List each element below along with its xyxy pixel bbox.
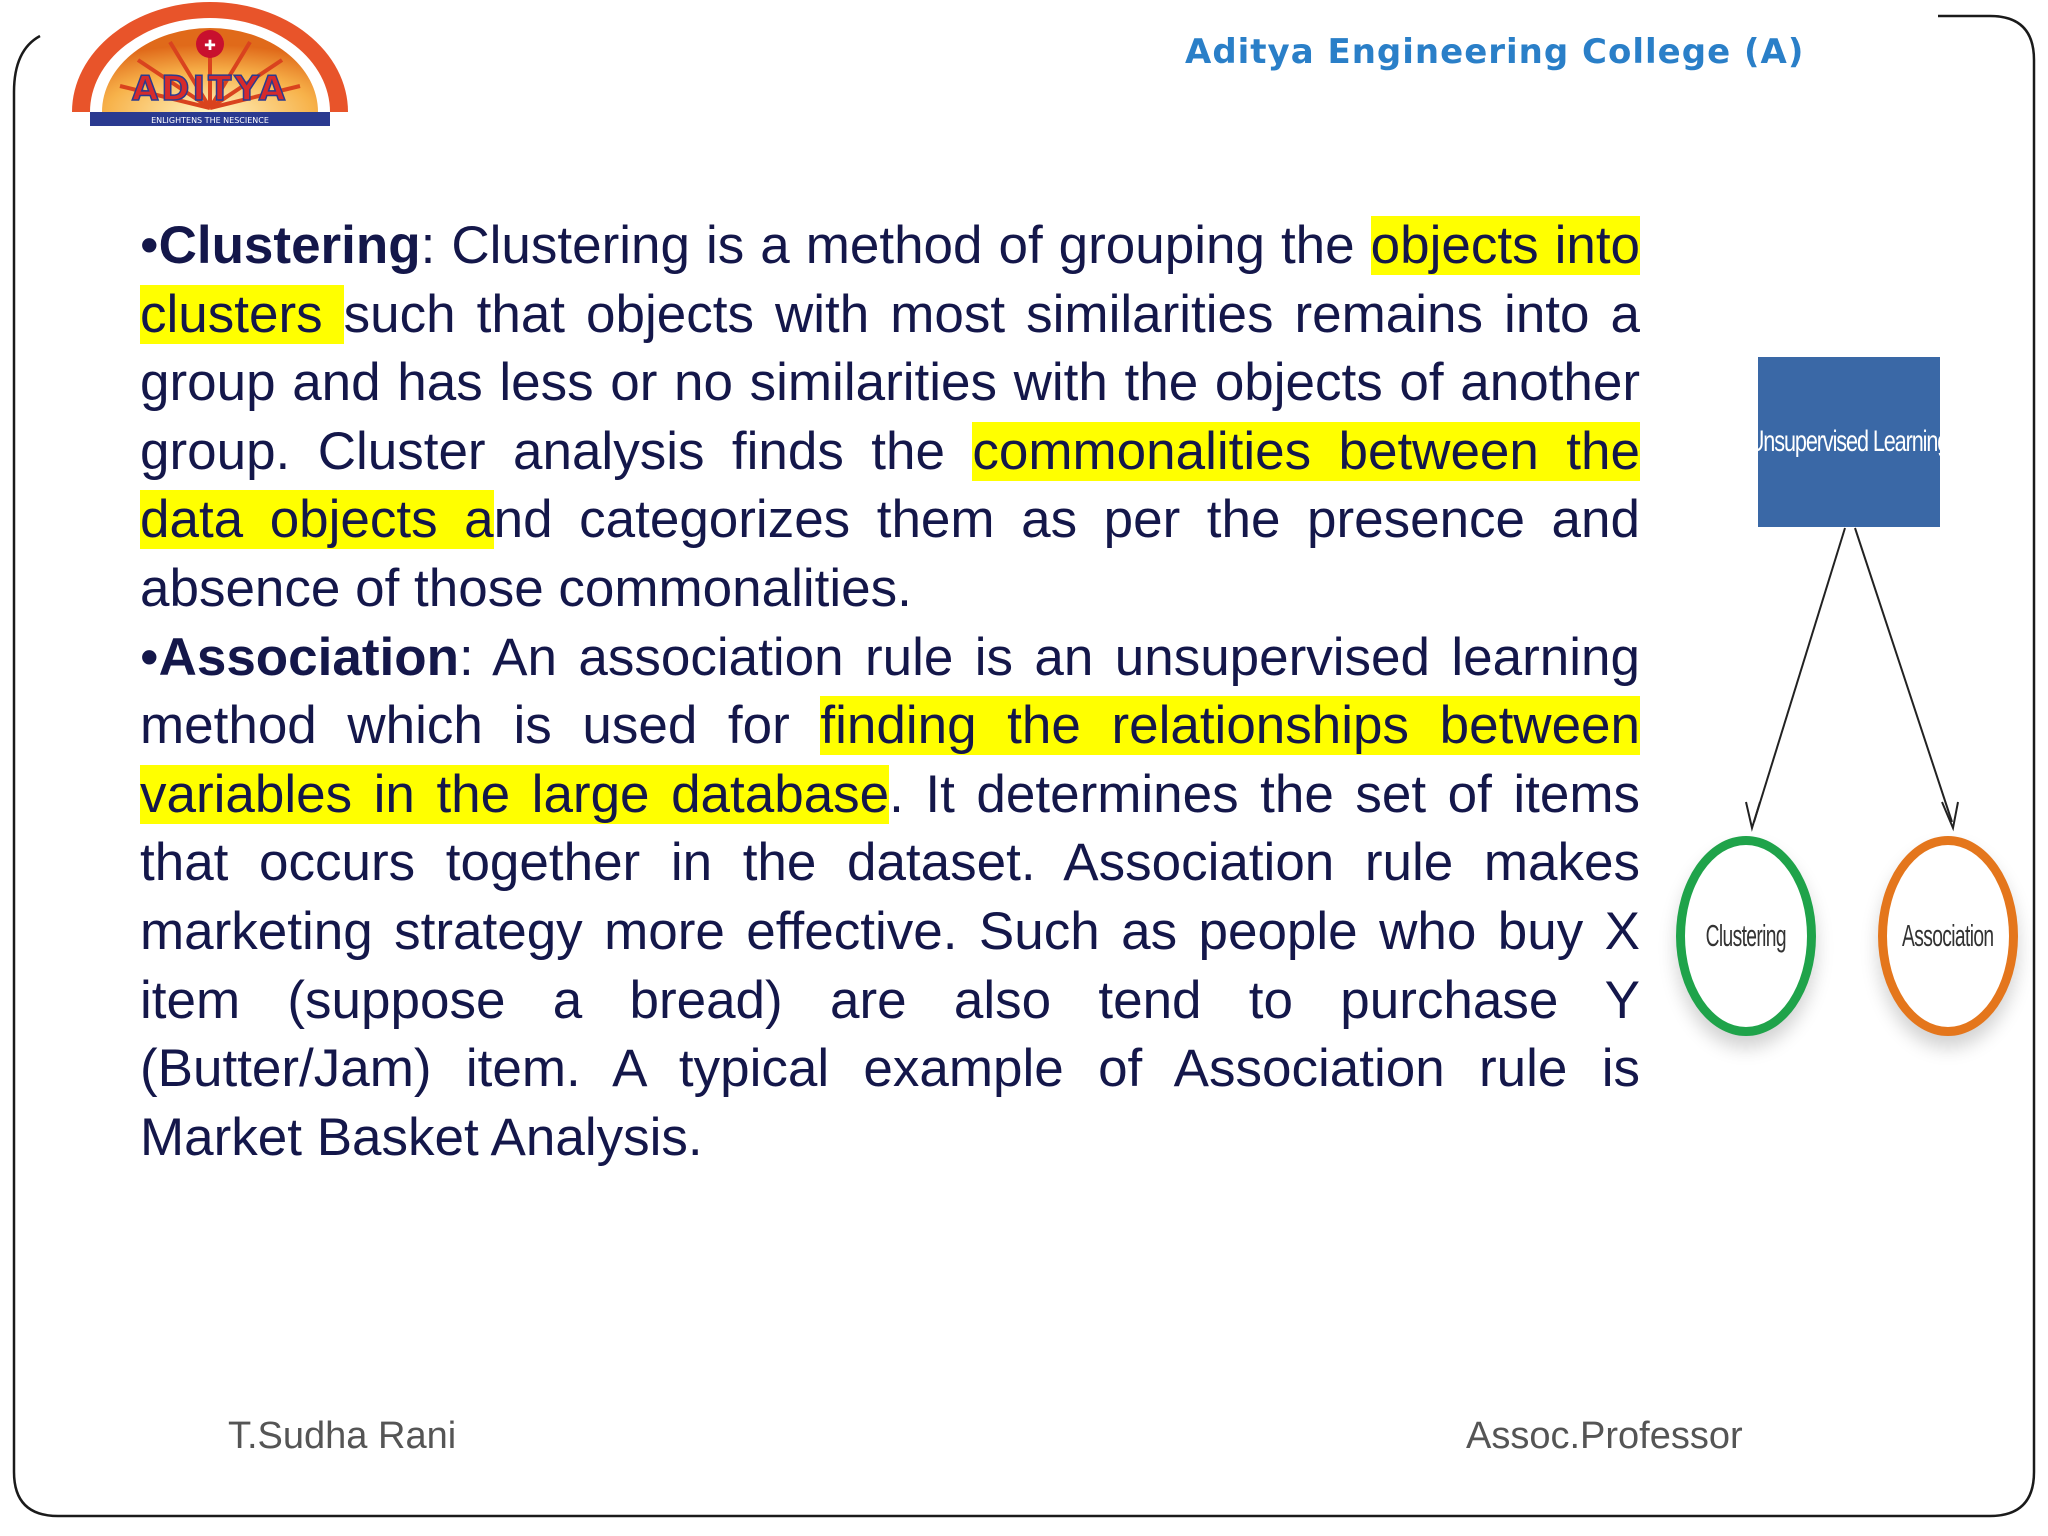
clustering-paragraph (140, 212, 1640, 624)
clustering-node (1676, 836, 1816, 1036)
unsupervised-learning-node (1749, 357, 1949, 527)
association-node-label: Association (1902, 918, 1994, 953)
clustering-text-before: Clustering is a method of grouping the (451, 216, 1371, 275)
association-text-after: . It determines the set of items that occurs together in the dataset. Association rule makes marketing strategy more effective. Such as people who buy X item (suppose a bread) are also tend to purchase Y (Butter/Jam) item. A typical example of Association rule is Market Basket Analysis. (140, 764, 1640, 1167)
association-term: Association (158, 627, 459, 687)
clustering-term: Clustering (158, 216, 421, 275)
clustering-node-label: Clustering (1705, 918, 1787, 953)
footer-author: T.Sudha Rani (228, 1415, 457, 1457)
arrow-to-clustering (1754, 528, 1845, 822)
slide-body (140, 212, 1640, 1172)
association-paragraph (140, 624, 1640, 1173)
unsupervised-learning-diagram (1660, 350, 2030, 1090)
clustering-text-middle: such that objects with most similarities remains into a group and has less or no similarities with the objects of another group. Cluster analysis finds the (140, 284, 1641, 481)
association-text-before: An association rule is an unsupervised learning method which is used for (140, 627, 1640, 756)
college-logo (60, 0, 360, 140)
college-name: Aditya Engineering College (A) (1185, 32, 1805, 72)
association-highlight: finding the relationships between variables in the large database (140, 696, 1640, 824)
svg-text:✚: ✚ (204, 37, 216, 53)
separator: : (420, 216, 452, 275)
clustering-highlight-2: commonalities between the data objects a (140, 421, 1640, 550)
bullet: • (140, 627, 159, 687)
logo-wordmark: ADITYA (131, 69, 289, 109)
unsupervised-learning-label: Unsupervised Learning (1749, 425, 1949, 458)
association-node (1878, 836, 2018, 1036)
footer-designation: Assoc.Professor (1466, 1415, 1743, 1457)
clustering-text-after: nd categorizes them as per the presence and absence of those commonalities. (140, 490, 1640, 618)
arrow-to-association (1855, 528, 1952, 822)
separator: : (458, 627, 493, 687)
logo-tagline: ENLIGHTENS THE NESCIENCE (151, 116, 269, 125)
clustering-highlight-1: objects into clusters (140, 216, 1641, 344)
bullet: • (140, 216, 159, 275)
